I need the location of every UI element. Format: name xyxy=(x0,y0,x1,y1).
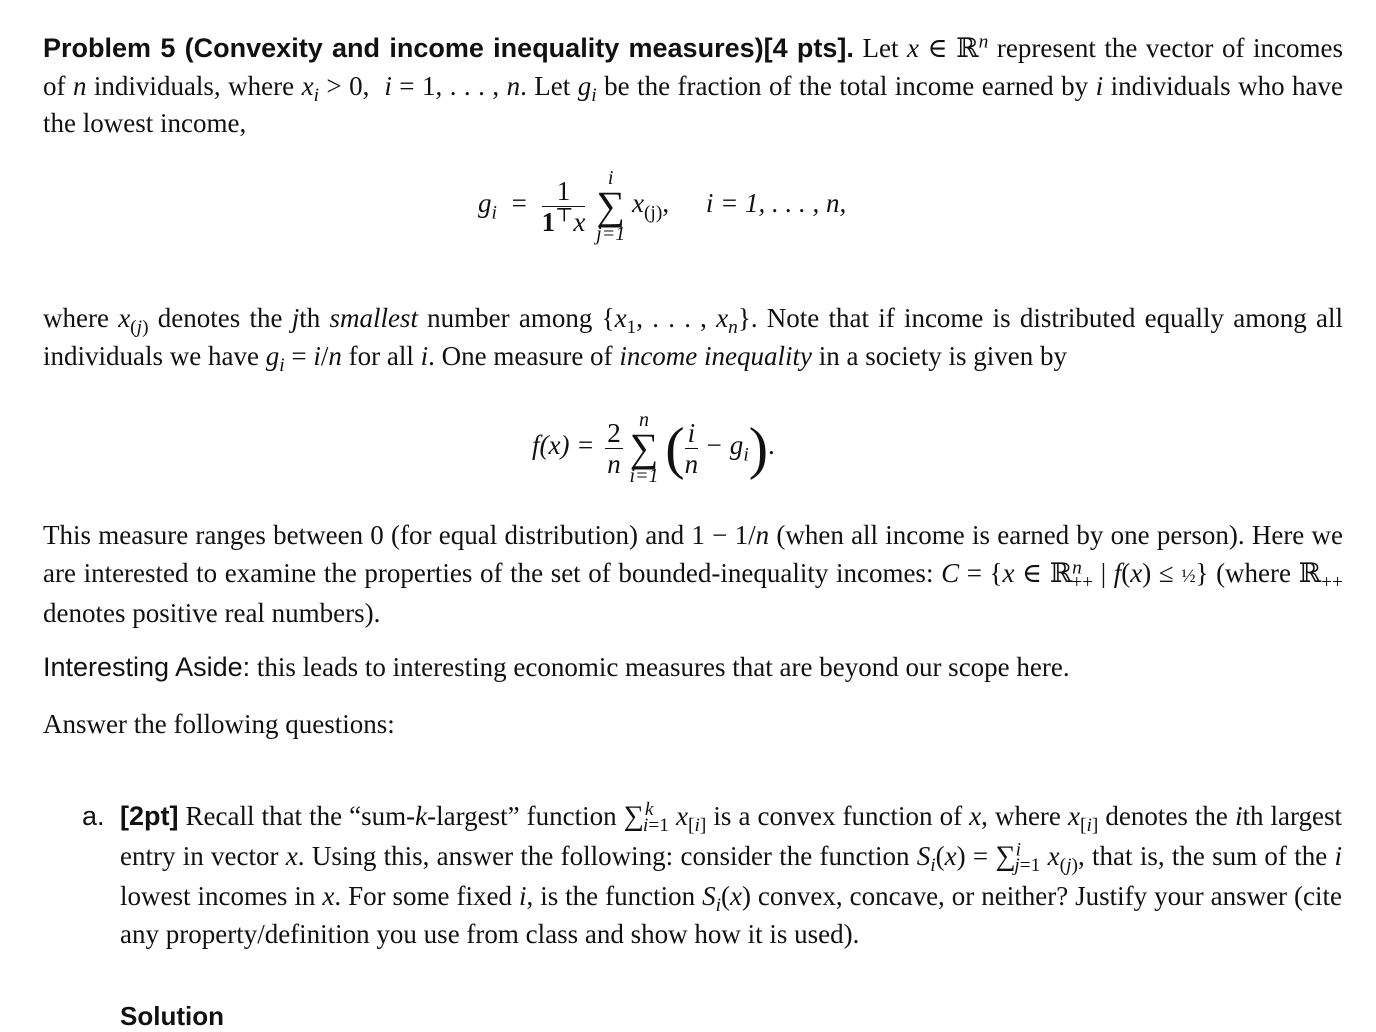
aside-paragraph: Interesting Aside: this leads to interesting economic measures that are beyond our scope here. xyxy=(43,652,1070,682)
solution-label-cutoff: Solution xyxy=(120,1001,224,1031)
question-marker: a. xyxy=(82,801,105,831)
problem-heading: Problem 5 (Convexity and income inequality measures)[4 pts]. xyxy=(43,33,854,63)
problem-statement: Problem 5 (Convexity and income inequality measures)[4 pts]. Let x ∈ ℝ$^n$ represent the vector of incomes of n individuals, where $x_i > 0$, i = 1, . . . , n. Let $g_i$ be the fraction of the total income earned by i individuals who have the lowest income, xyxy=(43,31,1344,138)
equation-g: $g_i$ = $\frac{1}{1^⊤x}$ i ∑ j=1 $x_{(j)}$, i = 1, . . . , n, xyxy=(478,167,847,245)
aside-label: Interesting Aside: xyxy=(43,652,251,682)
answer-prompt: Answer the following questions: xyxy=(43,709,395,739)
question-points: [2pt] xyxy=(120,801,179,831)
measure-paragraph: This measure ranges between 0 (for equal distribution) and 1 − 1/n (when all income is earned by one person). Here we are interested to examine the properties of the set of bounded-inequality incomes: C = {x ∈ ℝ$^n_{++}$ | f(x) ≤ ½} (where ℝ$_{++}$ denotes positive real numbers). xyxy=(43,520,1344,628)
equation-f: f(x) = $\frac{2}{n}$ n ∑ i=1 ( $\frac{i}{n}$ − $g_i$). xyxy=(532,409,775,487)
question-a-text: [2pt] Recall that the “sum-k-largest” function ∑$^k_{i=1}$ $x_{[i]}$ is a convex function of x, where $x_{[i]}$ denotes the ith largest entry in vector x. Using this, answer the following: consider the function $S_i(x) = \sum^i_{j=1}$ $x_{(j)}$, that is, the sum of the i lowest incomes in x. For some fixed i, is the function $S_i(x)$ convex, concave, or neither? Justify your answer (cite any property/definition you use from class and show how it is used). xyxy=(120,799,1343,950)
definition-paragraph: where $x_{(j)}$ denotes the jth smallest number among {$x_1$, . . . , $x_n$}. Note that if income is distributed equally among all individuals we have $g_i = i/n$ for all i. One measure of income inequality in a society is given by xyxy=(43,303,1343,376)
